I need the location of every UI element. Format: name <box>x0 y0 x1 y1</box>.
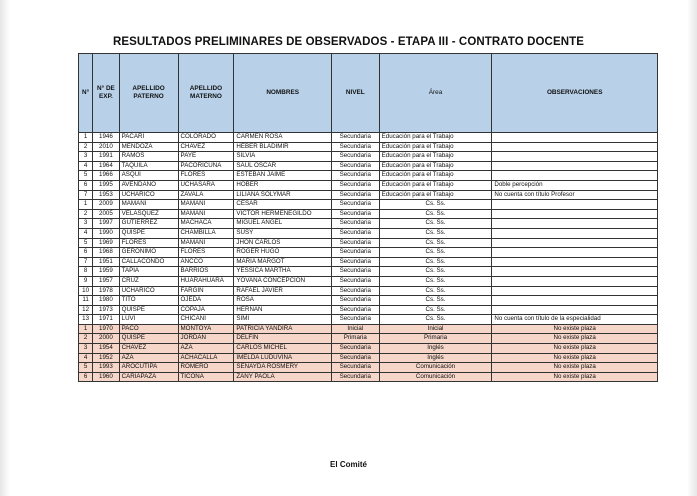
table-row <box>79 276 658 286</box>
table-cell: CARMEN ROSA <box>234 133 332 143</box>
table-cell: GUTIERREZ <box>119 219 178 229</box>
header-cell: APELLIDO PATERNO <box>119 54 178 133</box>
table-cell: HEBER BLADIMIR <box>234 142 332 152</box>
table-cell: RAFAEL JAVIER <box>234 286 332 296</box>
table-cell: Primaria <box>379 334 492 344</box>
table-cell: 1 <box>79 133 93 143</box>
table-cell: ZAVALA <box>178 190 234 200</box>
table-cell: SUSY <box>234 228 332 238</box>
table-cell: Comunicación <box>379 363 492 373</box>
table-cell: MAMANI <box>178 209 234 219</box>
table-cell: 1968 <box>93 248 119 258</box>
table-cell: QUISPE <box>119 228 178 238</box>
table-cell: SAUL OSCAR <box>234 161 332 171</box>
table-cell: 8 <box>79 267 93 277</box>
table-cell: PACARI <box>119 133 178 143</box>
table-row <box>79 344 658 354</box>
table-row <box>79 190 658 200</box>
table-cell <box>492 219 658 229</box>
table-cell: ROGER HUGO <box>234 248 332 258</box>
table-cell: 1 <box>79 324 93 334</box>
table-cell: IMELDA LUDUVINA <box>234 353 332 363</box>
table-row <box>79 171 658 181</box>
table-cell: COLORADO <box>178 133 234 143</box>
table-cell: CALLACONDO <box>119 257 178 267</box>
table-cell: SILVIA <box>234 152 332 162</box>
table-cell: CHAMBILLA <box>178 228 234 238</box>
table-cell: Primaria <box>331 334 379 344</box>
table-cell: FLORES <box>178 171 234 181</box>
table-cell <box>492 171 658 181</box>
table-cell: Secundaria <box>331 238 379 248</box>
table-cell: Inicial <box>379 324 492 334</box>
table-cell: MIGUEL ANGEL <box>234 219 332 229</box>
table-cell: Secundaria <box>331 248 379 258</box>
table-cell: YESSICA MARTHA <box>234 267 332 277</box>
table-cell: 1957 <box>93 276 119 286</box>
table-cell: ROSA <box>234 296 332 306</box>
table-cell: No existe plaza <box>492 363 658 373</box>
table-cell: Cs. Ss. <box>379 315 492 325</box>
table-cell <box>492 267 658 277</box>
header-cell: N° DE EXP. <box>93 54 119 133</box>
table-cell <box>492 152 658 162</box>
signature-footer: El Comité <box>330 460 367 469</box>
table-cell: Cs. Ss. <box>379 276 492 286</box>
table-cell: YOVANA CONCEPCION <box>234 276 332 286</box>
table-cell <box>492 276 658 286</box>
table-cell: LILIANA SOLYMAR <box>234 190 332 200</box>
table-cell: AZA <box>119 353 178 363</box>
table-cell: 11 <box>79 296 93 306</box>
table-cell: 6 <box>79 248 93 258</box>
table-row <box>79 248 658 258</box>
table-cell: 1991 <box>93 152 119 162</box>
table-cell: CARLOS MICHEL <box>234 344 332 354</box>
table-cell: MENDOZA <box>119 142 178 152</box>
table-cell: AVENDAÑO <box>119 180 178 190</box>
table-cell: 7 <box>79 190 93 200</box>
table-cell: SENAYDA ROSMERY <box>234 363 332 373</box>
table-cell: Cs. Ss. <box>379 238 492 248</box>
header-cell: OBSERVACIONES <box>492 54 658 133</box>
table-row <box>79 363 658 373</box>
table-cell: UCHARICO <box>119 190 178 200</box>
header-cell: N° <box>79 54 93 133</box>
table-cell: UCHASARA <box>178 180 234 190</box>
table-cell <box>492 133 658 143</box>
table-cell: UCHARICO <box>119 286 178 296</box>
table-row <box>79 200 658 210</box>
table-cell: Cs. Ss. <box>379 209 492 219</box>
table-cell: Cs. Ss. <box>379 296 492 306</box>
table-cell: 4 <box>79 228 93 238</box>
table-cell: Secundaria <box>331 142 379 152</box>
table-cell: CESAR <box>234 200 332 210</box>
table-row <box>79 142 658 152</box>
table-cell: Cs. Ss. <box>379 305 492 315</box>
table-cell: Secundaria <box>331 152 379 162</box>
table-cell: ZANY PAOLA <box>234 372 332 382</box>
table-cell: DELFIN <box>234 334 332 344</box>
table-cell: 1954 <box>93 344 119 354</box>
table-cell: GERONIMO <box>119 248 178 258</box>
table-cell: Secundaria <box>331 372 379 382</box>
header-cell: NIVEL <box>331 54 379 133</box>
table-cell: 1993 <box>93 363 119 373</box>
table-cell: No cuenta con título Profesor <box>492 190 658 200</box>
table-cell: 6 <box>79 180 93 190</box>
table-header-row <box>79 54 658 133</box>
table-cell: 1995 <box>93 180 119 190</box>
table-cell: CHICANI <box>178 315 234 325</box>
table-row <box>79 257 658 267</box>
table-cell: TITO <box>119 296 178 306</box>
page-edge-shadow <box>0 0 10 496</box>
table-cell: 1953 <box>93 190 119 200</box>
table-row <box>79 267 658 277</box>
table-cell <box>492 286 658 296</box>
header-cell: APELLIDO MATERNO <box>178 54 234 133</box>
table-cell: 3 <box>79 219 93 229</box>
table-cell: HERNAN <box>234 305 332 315</box>
table-cell: Secundaria <box>331 133 379 143</box>
table-row <box>79 334 658 344</box>
table-cell: 1966 <box>93 171 119 181</box>
table-cell: HUARAHUARA <box>178 276 234 286</box>
table-cell: HOBER <box>234 180 332 190</box>
table-cell: FARGIN <box>178 286 234 296</box>
table-row <box>79 372 658 382</box>
table-cell: CHAVEZ <box>178 142 234 152</box>
table-row <box>79 219 658 229</box>
table-row <box>79 133 658 143</box>
table-cell: ACHACALLA <box>178 353 234 363</box>
table-cell: 1960 <box>93 372 119 382</box>
table-cell: FLORES <box>178 248 234 258</box>
table-cell: TAQUILA <box>119 161 178 171</box>
table-cell: BARRIOS <box>178 267 234 277</box>
table-cell <box>492 248 658 258</box>
table-row <box>79 296 658 306</box>
table-cell: No existe plaza <box>492 372 658 382</box>
table-cell: Cs. Ss. <box>379 200 492 210</box>
table-cell: 1971 <box>93 315 119 325</box>
table-cell: MARIA MARGOT <box>234 257 332 267</box>
table-cell: Inicial <box>331 324 379 334</box>
table-cell: Secundaria <box>331 200 379 210</box>
table-cell: 1990 <box>93 228 119 238</box>
table-cell: PATRICIA YANDIRA <box>234 324 332 334</box>
table-cell: CARIAPAZA <box>119 372 178 382</box>
table-cell: 5 <box>79 171 93 181</box>
table-row <box>79 353 658 363</box>
table-cell: COPAJA <box>178 305 234 315</box>
table-cell <box>492 161 658 171</box>
table-cell: 4 <box>79 161 93 171</box>
table-cell: PACO <box>119 324 178 334</box>
table-cell: Cs. Ss. <box>379 248 492 258</box>
table-cell: 1951 <box>93 257 119 267</box>
table-cell: 1952 <box>93 353 119 363</box>
table-cell: MACHACA <box>178 219 234 229</box>
table-cell: Educación para el Trabajo <box>379 133 492 143</box>
table-row <box>79 305 658 315</box>
table-cell: Cs. Ss. <box>379 257 492 267</box>
table-cell: ASQUI <box>119 171 178 181</box>
page-title: RESULTADOS PRELIMINARES DE OBSERVADOS - ETAPA III - CONTRATO DOCENTE <box>112 36 585 48</box>
table-cell: MAMANI <box>178 200 234 210</box>
table-cell: VICTOR HERMENEGILDO <box>234 209 332 219</box>
table-cell: Secundaria <box>331 180 379 190</box>
table-cell <box>492 257 658 267</box>
page-edge-shadow <box>687 0 697 496</box>
table-cell: PAYE <box>178 152 234 162</box>
table-cell: 1946 <box>93 133 119 143</box>
table-cell: 1973 <box>93 305 119 315</box>
header-cell: Área <box>379 54 492 133</box>
table-row <box>79 180 658 190</box>
table-cell: Cs. Ss. <box>379 228 492 238</box>
table-cell: 7 <box>79 257 93 267</box>
table-cell: Educación para el Trabajo <box>379 142 492 152</box>
table-cell: 3 <box>79 152 93 162</box>
table-cell <box>492 228 658 238</box>
table-cell: Secundaria <box>331 161 379 171</box>
table-cell <box>492 238 658 248</box>
table-row <box>79 324 658 334</box>
table-cell: 2010 <box>93 142 119 152</box>
table-row <box>79 209 658 219</box>
table-cell: SIMI <box>234 315 332 325</box>
table-cell: Educación para el Trabajo <box>379 180 492 190</box>
table-cell <box>492 305 658 315</box>
table-cell: No existe plaza <box>492 353 658 363</box>
table-cell <box>492 142 658 152</box>
table-cell: No existe plaza <box>492 324 658 334</box>
table-cell: Secundaria <box>331 353 379 363</box>
table-cell: TAPIA <box>119 267 178 277</box>
table-cell: MAMANI <box>178 238 234 248</box>
table-cell: 9 <box>79 276 93 286</box>
table-row <box>79 161 658 171</box>
table-cell: Secundaria <box>331 190 379 200</box>
table-cell: ANCCO <box>178 257 234 267</box>
table-cell: Secundaria <box>331 219 379 229</box>
table-cell: ROMERO <box>178 363 234 373</box>
table-cell: QUISPE <box>119 305 178 315</box>
table-cell: AZA <box>178 344 234 354</box>
table-cell: No existe plaza <box>492 344 658 354</box>
table-cell: 2009 <box>93 200 119 210</box>
table-cell: CRUZ <box>119 276 178 286</box>
table-cell: JHON CARLOS <box>234 238 332 248</box>
results-table <box>78 53 658 382</box>
table-cell: Secundaria <box>331 267 379 277</box>
table-cell <box>492 296 658 306</box>
table-cell: Cs. Ss. <box>379 219 492 229</box>
table-cell: TICONA <box>178 372 234 382</box>
table-cell: 5 <box>79 238 93 248</box>
table-cell: Secundaria <box>331 344 379 354</box>
table-cell: Cs. Ss. <box>379 286 492 296</box>
table-cell: Secundaria <box>331 171 379 181</box>
table-cell: Secundaria <box>331 296 379 306</box>
table-cell: 1969 <box>93 238 119 248</box>
table-cell: ESTEBAN JAIME <box>234 171 332 181</box>
table-cell: 2 <box>79 209 93 219</box>
table-row <box>79 238 658 248</box>
table-cell: QUISPE <box>119 334 178 344</box>
table-cell: 13 <box>79 315 93 325</box>
table-cell: 12 <box>79 305 93 315</box>
table-cell: 2 <box>79 142 93 152</box>
table-cell: Secundaria <box>331 315 379 325</box>
table-cell: Doble percepción <box>492 180 658 190</box>
table-cell: AROCUTIPA <box>119 363 178 373</box>
table-cell: 1964 <box>93 161 119 171</box>
table-cell <box>492 209 658 219</box>
table-cell: Cs. Ss. <box>379 267 492 277</box>
table-cell: Comunicación <box>379 372 492 382</box>
table-cell: 1978 <box>93 286 119 296</box>
table-cell: 2005 <box>93 209 119 219</box>
table-cell: 6 <box>79 372 93 382</box>
table-cell: 2000 <box>93 334 119 344</box>
table-cell: VELASQUEZ <box>119 209 178 219</box>
table-cell: Educación para el Trabajo <box>379 152 492 162</box>
table-cell: Secundaria <box>331 276 379 286</box>
table-cell: No existe plaza <box>492 334 658 344</box>
table-cell: No cuenta con título de la especialidad <box>492 315 658 325</box>
table-cell: Secundaria <box>331 228 379 238</box>
table-cell: OJEDA <box>178 296 234 306</box>
table-cell: Educación para el Trabajo <box>379 161 492 171</box>
table-cell: LUVI <box>119 315 178 325</box>
table-cell: 1 <box>79 200 93 210</box>
table-cell: 4 <box>79 353 93 363</box>
table-cell: 1980 <box>93 296 119 306</box>
table-row <box>79 152 658 162</box>
table-cell: Educación para el Trabajo <box>379 190 492 200</box>
header-cell: NOMBRES <box>234 54 332 133</box>
table-cell: Educación para el Trabajo <box>379 171 492 181</box>
table-cell: FLORES <box>119 238 178 248</box>
table-cell: JORDAN <box>178 334 234 344</box>
table-cell: RAMOS <box>119 152 178 162</box>
table-cell: MAMANI <box>119 200 178 210</box>
table-cell: PACORICUNA <box>178 161 234 171</box>
table-cell: 1970 <box>93 324 119 334</box>
table-cell <box>492 200 658 210</box>
table-row <box>79 315 658 325</box>
table-cell: Secundaria <box>331 257 379 267</box>
table-cell: Secundaria <box>331 305 379 315</box>
table-cell: 2 <box>79 334 93 344</box>
table-cell: Secundaria <box>331 363 379 373</box>
table-cell: CHAVEZ <box>119 344 178 354</box>
table-row <box>79 228 658 238</box>
table-cell: Inglés <box>379 344 492 354</box>
table-cell: Secundaria <box>331 209 379 219</box>
table-cell: Secundaria <box>331 286 379 296</box>
table-cell: 10 <box>79 286 93 296</box>
table-row <box>79 286 658 296</box>
table-cell: 1997 <box>93 219 119 229</box>
table-cell: MONTOYA <box>178 324 234 334</box>
table-cell: 5 <box>79 363 93 373</box>
table-cell: 1959 <box>93 267 119 277</box>
table-cell: 3 <box>79 344 93 354</box>
table-cell: Inglés <box>379 353 492 363</box>
